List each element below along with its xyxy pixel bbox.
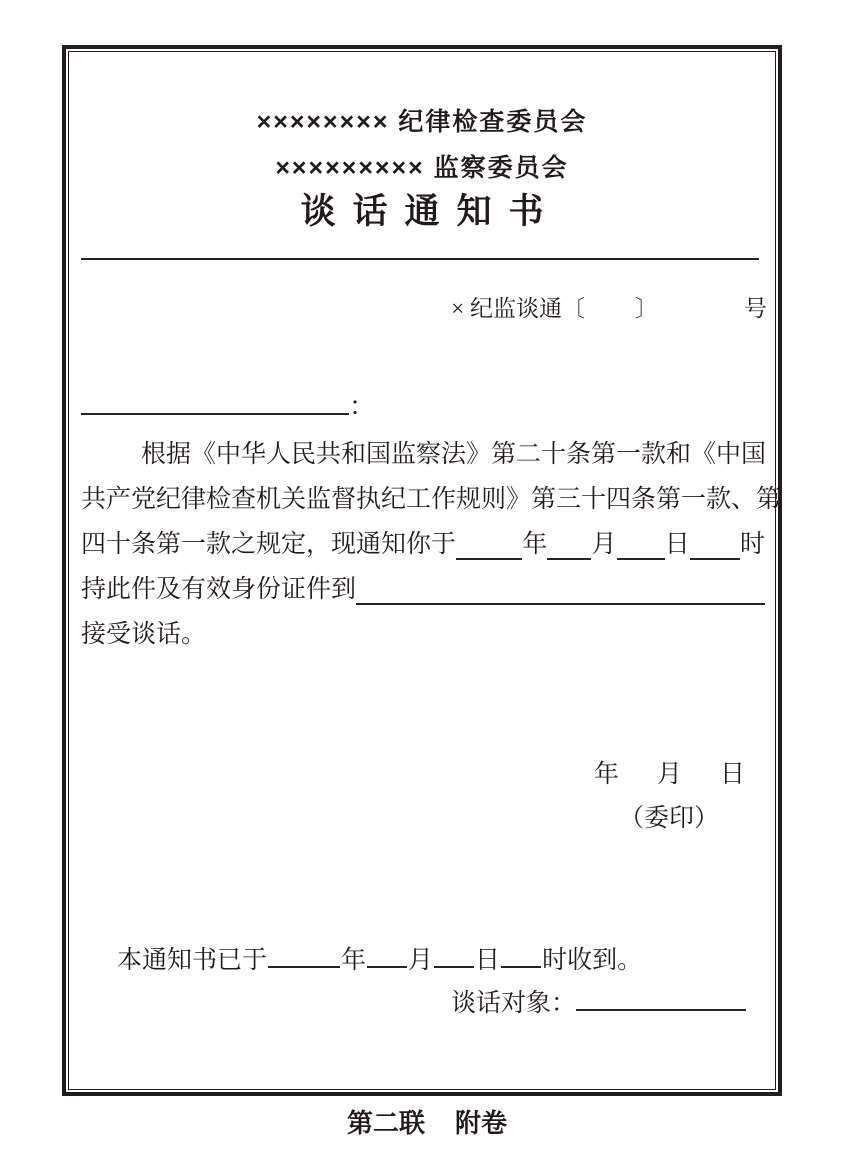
receipt-hour-blank	[501, 941, 541, 968]
document-number-line	[451, 290, 767, 323]
signoff-day-label: 日	[719, 761, 745, 788]
year-blank	[456, 558, 522, 560]
receipt-day-label: 日	[475, 947, 501, 974]
copy-designation-footer	[0, 1103, 854, 1140]
receipt-month-label: 月	[408, 947, 434, 974]
hour-blank	[690, 558, 740, 560]
interview-subject-line	[451, 983, 746, 1019]
document-border-outer	[62, 45, 782, 1096]
addressee-name-blank	[81, 387, 349, 415]
body-line-3-text: 四十条第一款之规定，现通知你于	[81, 531, 457, 558]
hour-label: 时	[739, 531, 765, 558]
month-blank	[547, 558, 591, 560]
day-label: 日	[664, 531, 690, 558]
footer-purpose-label: 附卷	[455, 1109, 508, 1138]
receipt-year-blank	[268, 941, 340, 968]
signoff-date-line	[594, 754, 745, 790]
year-label: 年	[522, 531, 548, 558]
notice-body-paragraph	[81, 432, 782, 657]
doc-number-bracket-close: 〕	[635, 296, 658, 321]
doc-number-suffix: 号	[744, 296, 767, 321]
body-line-1: 根据《中华人民共和国监察法》第二十条第一款和《中国	[141, 441, 767, 468]
body-line-5: 接受谈话。	[81, 621, 207, 648]
body-line-4	[81, 567, 765, 612]
body-line-4-text: 持此件及有效身份证件到	[81, 576, 357, 603]
footer-copy-label: 第二联	[346, 1109, 425, 1138]
addressee-line	[81, 386, 375, 423]
document-border-inner	[68, 51, 782, 1090]
receipt-day-blank	[434, 941, 474, 968]
signoff-year-label: 年	[593, 761, 619, 788]
doc-number-prefix: × 纪监谈通〔	[451, 296, 585, 321]
day-blank	[617, 558, 665, 560]
receipt-acknowledgement-line	[117, 940, 642, 976]
title-divider-line	[81, 258, 759, 260]
receipt-prefix: 本通知书已于	[117, 947, 268, 974]
body-line-2: 共产党纪律检查机关监督执纪工作规则》第三十四条第一款、第	[81, 486, 782, 513]
org-name-supervision-committee: ××××××××× 监察委员会	[275, 154, 569, 182]
interview-subject-signature-blank	[576, 984, 746, 1011]
committee-seal-placeholder: （委印）	[618, 805, 719, 832]
signoff-month-label: 月	[656, 761, 682, 788]
document-title: 谈话通知书	[300, 192, 561, 231]
receipt-month-blank	[367, 941, 407, 968]
body-line-3	[81, 522, 765, 567]
addressee-colon: ：	[349, 392, 376, 421]
receipt-year-label: 年	[341, 947, 367, 974]
location-blank	[356, 603, 765, 605]
month-label: 月	[591, 531, 617, 558]
org-name-discipline-committee: ×××××××× 纪律检查委员会	[256, 108, 588, 136]
receipt-suffix: 时收到。	[542, 947, 643, 974]
interview-subject-label: 谈话对象：	[451, 990, 577, 1017]
